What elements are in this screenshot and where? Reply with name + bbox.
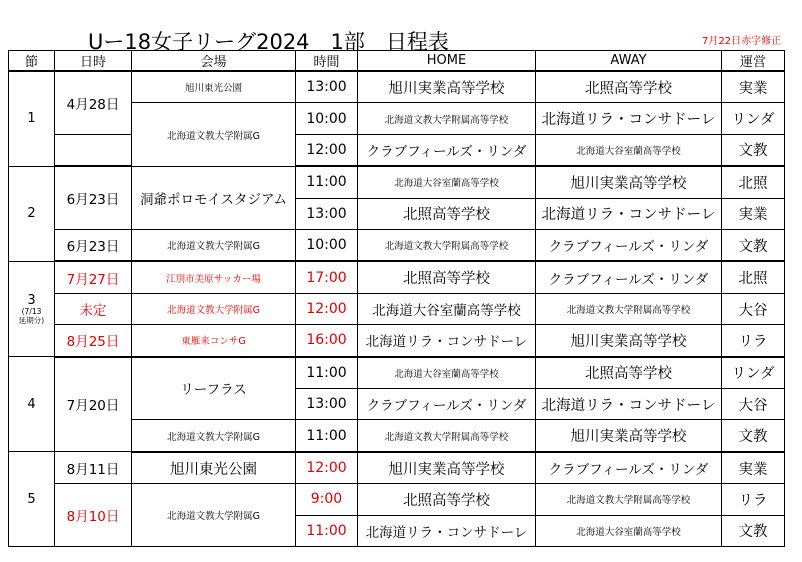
- round-cell: [9, 71, 55, 166]
- operator-cell: リンダ: [722, 103, 785, 134]
- table-row: [9, 357, 785, 389]
- away-cell: 北照高等学校: [536, 71, 722, 103]
- home-cell: 北海道文教大学附属高等学校: [358, 103, 536, 134]
- home-cell: クラブフィールズ・リンダ: [358, 134, 536, 166]
- venue-cell: 旭川東光公園: [132, 71, 296, 103]
- header-row: [9, 51, 785, 72]
- away-cell: 北照高等学校: [536, 357, 722, 389]
- venue-cell: 旭川東光公園: [132, 452, 296, 484]
- operator-cell: リンダ: [722, 357, 785, 389]
- revision-note: 7月22日赤字修正: [702, 36, 782, 47]
- round-number: 3: [27, 292, 36, 308]
- away-cell: 北海道大谷室蘭高等学校: [536, 515, 722, 546]
- header-venue: 会場: [132, 51, 296, 72]
- home-cell: 旭川実業高等学校: [358, 71, 536, 103]
- venue-cell: 北海道文教大学附属G: [132, 103, 296, 166]
- operator-cell: 大谷: [722, 293, 785, 324]
- time-cell: 12:00: [296, 452, 358, 484]
- table-row: [9, 229, 785, 261]
- date-cell: 未定: [55, 293, 132, 324]
- schedule-table: [8, 50, 785, 547]
- operator-cell: 北照: [722, 166, 785, 198]
- home-cell: 北照高等学校: [358, 198, 536, 229]
- venue-cell: 北海道文教大学附属G: [132, 229, 296, 261]
- venue-cell: 東雁来コンサG: [132, 325, 296, 357]
- time-cell: 11:00: [296, 357, 358, 389]
- table-row: [9, 261, 785, 293]
- home-cell: 北海道文教大学附属高等学校: [358, 420, 536, 452]
- venue-cell: 洞爺ポロモイスタジアム: [132, 166, 296, 229]
- operator-cell: 北照: [722, 261, 785, 293]
- away-cell: クラブフィールズ・リンダ: [536, 261, 722, 293]
- table-row: [9, 166, 785, 198]
- venue-cell: 北海道文教大学附属G: [132, 293, 296, 324]
- round-cell: [9, 357, 55, 452]
- operator-cell: 文教: [722, 515, 785, 546]
- date-cell: 6月23日: [55, 166, 132, 229]
- round-note-line: 延期分): [18, 315, 45, 325]
- round-cell: [9, 452, 55, 547]
- away-cell: クラブフィールズ・リンダ: [536, 229, 722, 261]
- venue-cell: 江別市美原サッカー場: [132, 261, 296, 293]
- home-cell: クラブフィールズ・リンダ: [358, 389, 536, 420]
- time-cell: 10:00: [296, 229, 358, 261]
- date-cell: 7月20日: [55, 357, 132, 452]
- home-cell: 北海道大谷室蘭高等学校: [358, 357, 536, 389]
- away-cell: 北海道大谷室蘭高等学校: [536, 134, 722, 166]
- header-away: AWAY: [536, 51, 722, 72]
- venue-cell: リーフラス: [132, 357, 296, 420]
- operator-cell: 大谷: [722, 389, 785, 420]
- time-cell: 10:00: [296, 103, 358, 134]
- round-number: 1: [27, 111, 36, 127]
- header-operator: 運営: [722, 51, 785, 72]
- time-cell: 13:00: [296, 198, 358, 229]
- time-cell: 16:00: [296, 325, 358, 357]
- round-number: 2: [27, 206, 36, 222]
- date-cell: 4月28日: [55, 71, 132, 134]
- page-title: Uー18女子リーグ2024 1部 日程表: [88, 30, 449, 54]
- time-cell: 11:00: [296, 166, 358, 198]
- table-row: [9, 71, 785, 103]
- round-cell: [9, 166, 55, 261]
- time-cell: 11:00: [296, 420, 358, 452]
- table-row: [9, 484, 785, 515]
- venue-cell: 北海道文教大学附属G: [132, 484, 296, 547]
- home-cell: 北照高等学校: [358, 261, 536, 293]
- venue-cell: 北海道文教大学附属G: [132, 420, 296, 452]
- away-cell: 北海道文教大学附属高等学校: [536, 293, 722, 324]
- away-cell: 北海道文教大学附属高等学校: [536, 484, 722, 515]
- time-cell: 12:00: [296, 134, 358, 166]
- time-cell: 17:00: [296, 261, 358, 293]
- date-cell: 8月10日: [55, 484, 132, 547]
- away-cell: 旭川実業高等学校: [536, 420, 722, 452]
- home-cell: 北海道文教大学附属高等学校: [358, 229, 536, 261]
- time-cell: 12:00: [296, 293, 358, 324]
- operator-cell: 実業: [722, 71, 785, 103]
- round-note: [9, 308, 54, 325]
- away-cell: 北海道リラ・コンサドーレ: [536, 389, 722, 420]
- away-cell: 旭川実業高等学校: [536, 166, 722, 198]
- round-note-line: (7/13: [21, 306, 42, 316]
- away-cell: 北海道リラ・コンサドーレ: [536, 198, 722, 229]
- operator-cell: リラ: [722, 325, 785, 357]
- home-cell: 北照高等学校: [358, 484, 536, 515]
- operator-cell: 実業: [722, 198, 785, 229]
- table-row: [9, 325, 785, 357]
- operator-cell: 文教: [722, 134, 785, 166]
- time-cell: 11:00: [296, 515, 358, 546]
- time-cell: 9:00: [296, 484, 358, 515]
- home-cell: 北海道大谷室蘭高等学校: [358, 293, 536, 324]
- header-round: 節: [9, 51, 55, 72]
- table-row: [9, 452, 785, 484]
- away-cell: 北海道リラ・コンサドーレ: [536, 103, 722, 134]
- operator-cell: 文教: [722, 229, 785, 261]
- table-row: [9, 134, 785, 166]
- header-time: 時間: [296, 51, 358, 72]
- time-cell: 13:00: [296, 389, 358, 420]
- time-cell: 13:00: [296, 71, 358, 103]
- away-cell: クラブフィールズ・リンダ: [536, 452, 722, 484]
- home-cell: 旭川実業高等学校: [358, 452, 536, 484]
- home-cell: 北海道リラ・コンサドーレ: [358, 515, 536, 546]
- home-cell: 北海道リラ・コンサドーレ: [358, 325, 536, 357]
- home-cell: 北海道大谷室蘭高等学校: [358, 166, 536, 198]
- date-cell: 8月11日: [55, 452, 132, 484]
- date-cell: [55, 134, 132, 166]
- header-date: 日時: [55, 51, 132, 72]
- operator-cell: 文教: [722, 420, 785, 452]
- header-home: HOME: [358, 51, 536, 72]
- round-cell: [9, 261, 55, 356]
- date-cell: 8月25日: [55, 325, 132, 357]
- round-number: 5: [27, 491, 36, 507]
- away-cell: 旭川実業高等学校: [536, 325, 722, 357]
- date-cell: 6月23日: [55, 229, 132, 261]
- operator-cell: リラ: [722, 484, 785, 515]
- table-row: [9, 293, 785, 324]
- date-cell: 7月27日: [55, 261, 132, 293]
- round-number: 4: [27, 396, 36, 412]
- operator-cell: 実業: [722, 452, 785, 484]
